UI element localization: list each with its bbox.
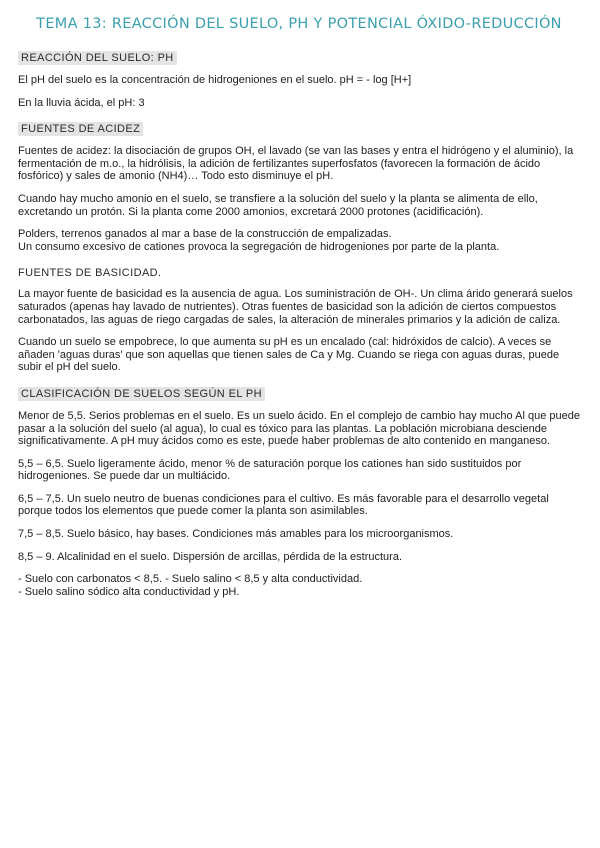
paragraph: 6,5 – 7,5. Un suelo neutro de buenas condiciones para el cultivo. Es más favorable para el desarrollo vegetal porque todos los elementos que puede comer la planta son asimilables. xyxy=(18,492,549,518)
section-heading-basicidad: FUENTES DE BASICIDAD. xyxy=(18,267,162,280)
paragraph: 8,5 – 9. Alcalinidad en el suelo. Dispersión de arcillas, pérdida de la estructura. xyxy=(18,550,403,563)
paragraph: La mayor fuente de basicidad es la ausencia de agua. Los suministración de OH-. Un clima árido generará suelos saturados (apenas hay lavado de nutrientes). Otras fuentes de basicidad son la adición de ciertos compuestos carbonatados, las aguas de riego cargadas de sales, la alteración de minerales primarios y la adición de caliza. xyxy=(18,288,573,326)
paragraph: El pH del suelo es la concentración de hidrogeniones en el suelo. pH = - log [H+] xyxy=(18,74,412,86)
list-item: - Suelo con carbonatos < 8,5. - Suelo salino < 8,5 y alta conductividad. xyxy=(18,573,363,586)
paragraph: Un consumo excesivo de cationes provoca la segregación de hidrogeniones por parte de la planta. xyxy=(18,240,500,253)
list-item: - Suelo salino sódico alta conductividad y pH. xyxy=(18,585,240,598)
paragraph: Polders, terrenos ganados al mar a base de la construcción de empalizadas. xyxy=(18,228,392,241)
paragraph: En la lluvia ácida, el pH: 3 xyxy=(18,96,145,109)
section-clasificacion xyxy=(18,384,580,599)
page-title: TEMA 13: REACCIÓN DEL SUELO, PH Y POTENCIAL ÓXIDO-REDUCCIÓN xyxy=(36,16,562,32)
paragraph: Cuando hay mucho amonio en el suelo, se transfiere a la solución del suelo y la planta se alimenta de ello, excretando un protón. Si la planta come 2000 amonios, excretará 2000 protones (acidificación). xyxy=(18,192,538,218)
section-heading-acidez: FUENTES DE ACIDEZ xyxy=(18,122,143,136)
section-heading-reaccion: REACCIÓN DEL SUELO: PH xyxy=(18,51,177,65)
paragraph: 5,5 – 6,5. Suelo ligeramente ácido, menor % de saturación porque los cationes han sido sustituidos por hidrogeniones. Se puede dar un multiácido. xyxy=(18,457,522,483)
section-acidez xyxy=(18,119,580,253)
section-heading-clasificacion: CLASIFICACIÓN DE SUELOS SEGÚN EL PH xyxy=(18,387,265,401)
paragraph: 7,5 – 8,5. Suelo básico, hay bases. Condiciones más amables para los microorganismos. xyxy=(18,528,454,541)
paragraph: Menor de 5,5. Serios problemas en el suelo. Es un suelo ácido. En el complejo de cambio hay mucho Al que puede pasar a la solución del suelo (al agua), lo cual es tóxico para las plantas. La población microbiana desciende significativamente. A pH muy ácidos como es este, puede haber problemas de alto contenido en manganeso. xyxy=(18,409,580,448)
paragraph: Cuando un suelo se empobrece, lo que aumenta su pH es un encalado (cal: hidróxidos de calcio). A veces se añaden 'aguas duras' que son aquellas que tienen sales de Ca y Mg. Cuando se riega con aguas duras, puede subir el pH del suelo. xyxy=(18,336,560,374)
section-basicidad xyxy=(18,267,580,374)
paragraph: Fuentes de acidez: la disociación de grupos OH, el lavado (se van las bases y entra el hidrógeno y el aluminio), la fermentación de m.o., la hidrólisis, la adición de fertilizantes superfosfatos (favorecen la formación de ácido fosfórico) y sales de amonio (NH4)… Todo esto disminuye el pH. xyxy=(18,145,574,183)
section-reaccion xyxy=(18,48,580,109)
